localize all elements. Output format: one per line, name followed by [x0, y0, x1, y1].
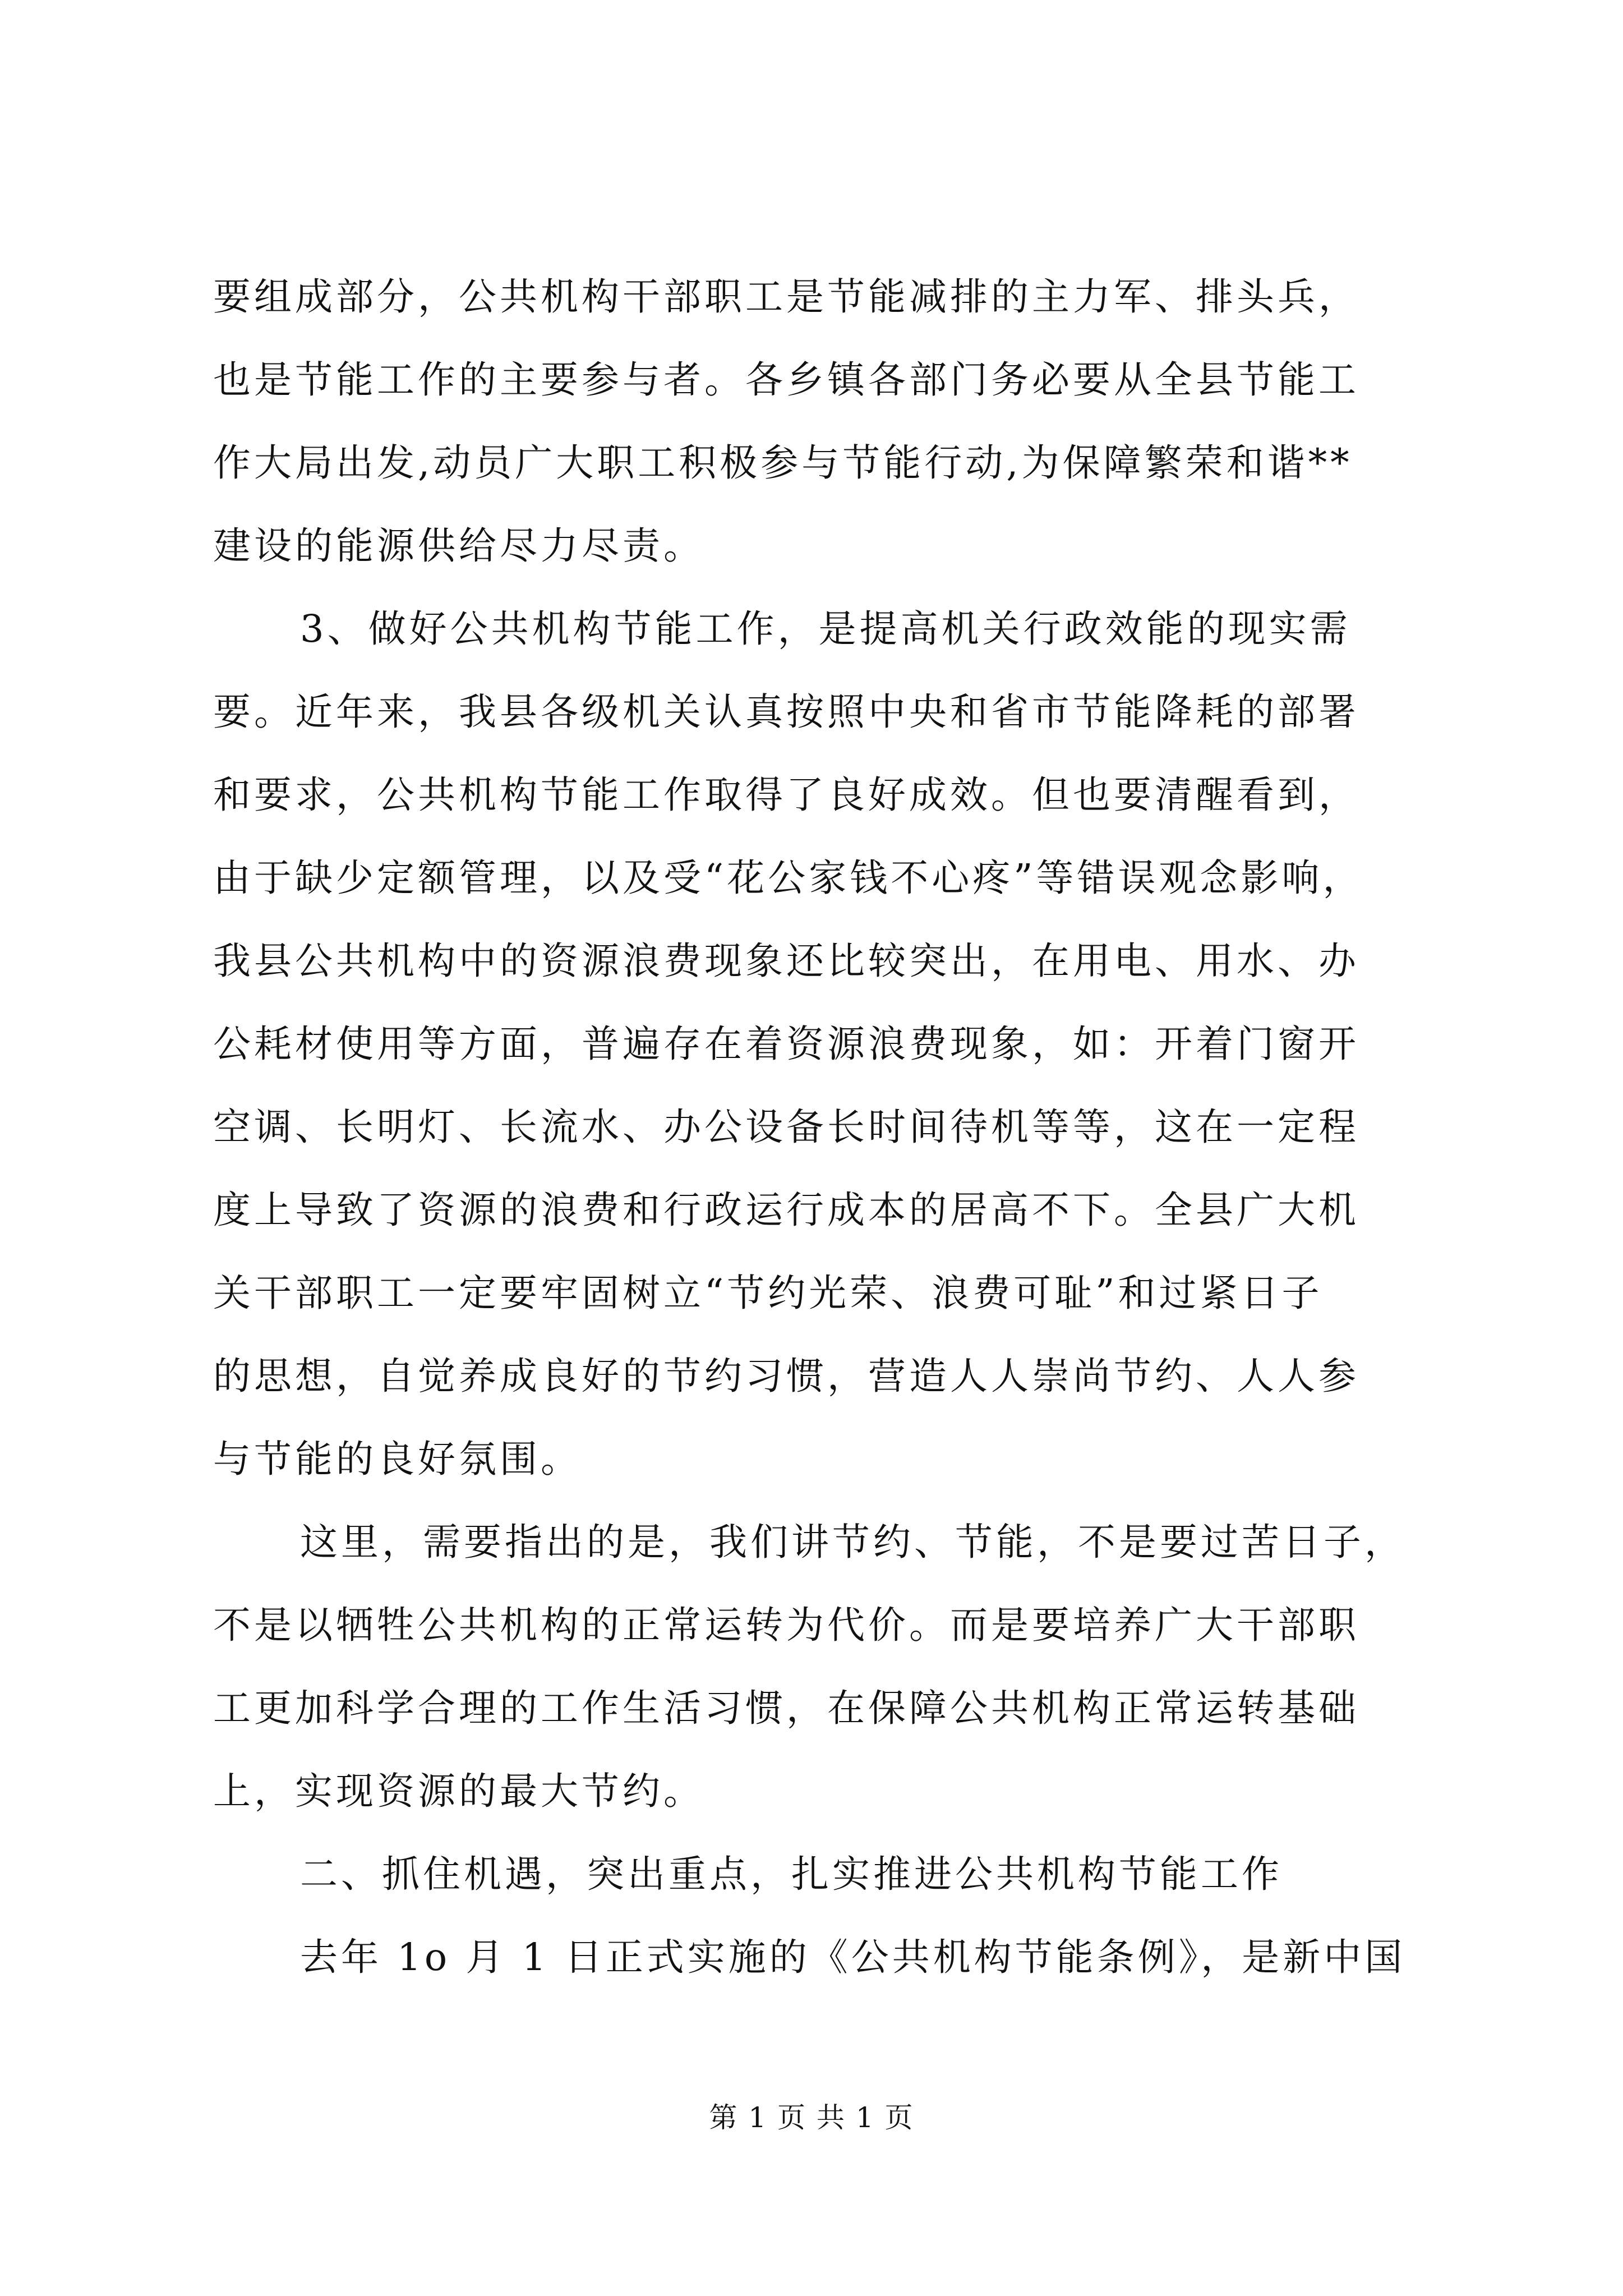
section-heading: 二、抓住机遇，突出重点，扎实推进公共机构节能工作: [300, 1852, 1283, 1896]
document-body: [213, 255, 1410, 1999]
text-line: 和要求，公共机构节能工作取得了良好成效。但也要清醒看到，: [213, 773, 1359, 817]
text-line: 要组成部分，公共机构干部职工是节能减排的主力军、排头兵，: [213, 275, 1359, 319]
text-line: 作大局出发,动员广大职工积极参与节能行动,为保障繁荣和谐**: [213, 441, 1353, 485]
text-line: 建设的能源供给尽力尽责。: [213, 524, 704, 568]
text-line: 工更加科学合理的工作生活习惯，在保障公共机构正常运转基础: [213, 1686, 1359, 1730]
page-footer: 第 1 页 共 1 页: [709, 2101, 914, 2134]
paragraph-start-line: 这里，需要指出的是，我们讲节约、节能，不是要过苦日子，: [300, 1520, 1405, 1564]
text-line: 由于缺少定额管理，以及受“花公家钱不心疼”等错误观念影响，: [213, 856, 1364, 900]
text-line: 的思想，自觉养成良好的节约习惯，营造人人崇尚节约、人人参: [213, 1354, 1359, 1398]
text-line: 公耗材使用等方面，普遍存在着资源浪费现象，如：开着门窗开: [213, 1022, 1359, 1066]
text-line: 要。近年来，我县各级机关认真按照中央和省市节能降耗的部署: [213, 690, 1359, 734]
text-line: 度上导致了资源的浪费和行政运行成本的居高不下。全县广大机: [213, 1188, 1359, 1232]
text-line: 不是以牺牲公共机构的正常运转为代价。而是要培养广大干部职: [213, 1603, 1359, 1647]
paragraph-start-line: 3、做好公共机构节能工作，是提高机关行政效能的现实需: [300, 607, 1351, 651]
text-line: 上，实现资源的最大节约。: [213, 1769, 704, 1813]
text-line: 关干部职工一定要牢固树立“节约光荣、浪费可耻”和过紧日子: [213, 1271, 1323, 1315]
paragraph-start-line: 去年 1o 月 1 日正式实施的《公共机构节能条例》，是新中国: [300, 1935, 1406, 1979]
text-line: 与节能的良好氛围。: [213, 1437, 582, 1481]
text-line: 空调、长明灯、长流水、办公设备长时间待机等等，这在一定程: [213, 1105, 1359, 1149]
text-line: 我县公共机构中的资源浪费现象还比较突出，在用电、用水、办: [213, 939, 1359, 983]
text-line: 也是节能工作的主要参与者。各乡镇各部门务必要从全县节能工: [213, 358, 1359, 402]
